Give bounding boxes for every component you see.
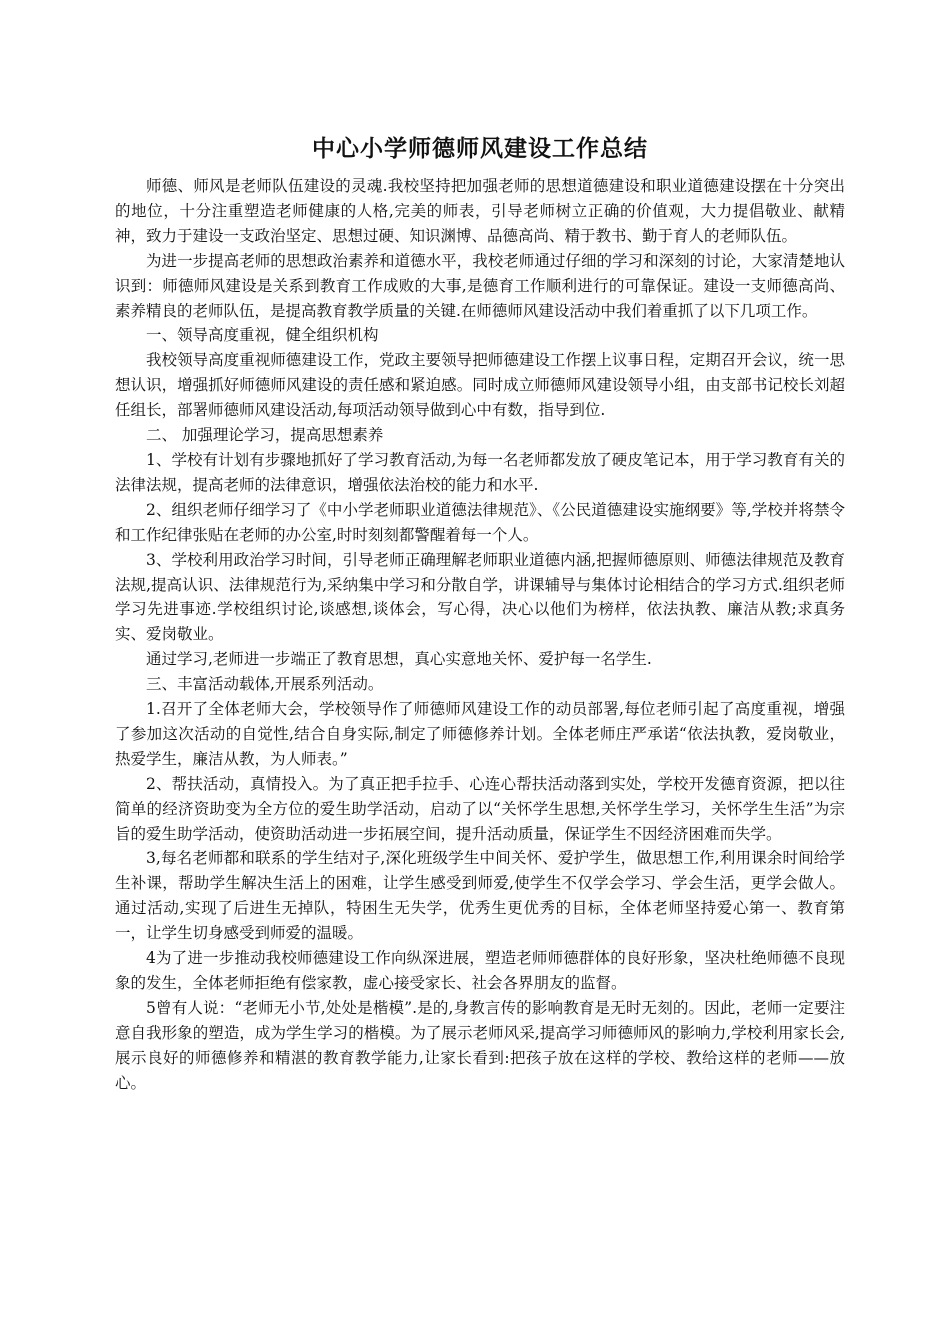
- section-heading-3: 三、丰富活动载体,开展系列活动。: [146, 675, 384, 694]
- section-heading-1: 一、领导高度重视，健全组织机构: [146, 326, 379, 345]
- paragraph-activity-3: 3,每名老师都和联系的学生结对子,深化班级学生中间关怀、爱护学生，做思想工作,利用课余时间给学生补课，帮助学生解决生活上的困难，让学生感受到师爱,使学生不仅学会学习、学会生活，更学会做人。通过活动,实现了后进生无掉队，特困生无失学，优秀生更优秀的目标，全体老师坚持爱心第一、教育第一，让学生切身感受到师爱的温暖。: [115, 849, 845, 943]
- paragraph-study-3: 3、学校利用政治学习时间，引导老师正确理解老师职业道德内涵,把握师德原则、师德法律规范及教育法规,提高认识、法律规范行为,采纳集中学习和分散自学，讲课辅导与集体讨论相结合的学习方式.组织老师学习先进事迹.学校组织讨论,谈感想,谈体会，写心得，决心以他们为榜样，依法执教、廉洁从教;求真务实、爱岗敬业。: [115, 550, 845, 644]
- paragraph-study-1: 1、学校有计划有步骤地抓好了学习教育活动,为每一名老师都发放了硬皮笔记本，用于学习教育有关的法律法规，提高老师的法律意识，增强依法治校的能力和水平.: [115, 450, 845, 494]
- paragraph-activity-2: 2、帮扶活动，真情投入。为了真正把手拉手、心连心帮扶活动落到实处，学校开发德育资源，把以往简单的经济资助变为全方位的爱生助学活动，启动了以“关怀学生思想,关怀学生学习，关怀学生生活”为宗旨的爱生助学活动，使资助活动进一步拓展空间，提升活动质量，保证学生不因经济困难而失学。: [115, 774, 845, 843]
- paragraph-activity-5: 5曾有人说：“老师无小节,处处是楷模”.是的,身教言传的影响教育是无时无刻的。因此，老师一定要注意自我形象的塑造，成为学生学习的楷模。为了展示老师风采,提高学习师德师风的影响力,学校利用家长会,展示良好的师德修养和精湛的教育教学能力,让家长看到:把孩子放在这样的学校、教给这样的老师——放心。: [115, 998, 845, 1092]
- section-heading-2: 二、 加强理论学习，提高思想素养: [146, 426, 384, 445]
- paragraph-study-2: 2、组织老师仔细学习了《中小学老师职业道德法律规范》、《公民道德建设实施纲要》等,学校并将禁令和工作纪律张贴在老师的办公室,时时刻刻都警醒着每一个人。: [115, 500, 845, 544]
- paragraph-activity-4: 4为了进一步推动我校师德建设工作向纵深进展，塑造老师师德群体的良好形象，坚决杜绝师德不良现象的发生，全体老师拒绝有偿家教，虚心接受家长、社会各界朋友的监督。: [115, 949, 845, 992]
- document-title: 中心小学师德师风建设工作总结: [312, 136, 648, 162]
- paragraph-leadership: 我校领导高度重视师德建设工作，党政主要领导把师德建设工作摆上议事日程，定期召开会议，统一思想认识，增强抓好师德师风建设的责任感和紧迫感。同时成立师德师风建设领导小组，由支部书记校长刘超任组长，部署师德师风建设活动,每项活动领导做到心中有数，指导到位.: [115, 351, 845, 420]
- paragraph-intro: 师德、师风是老师队伍建设的灵魂.我校坚持把加强老师的思想道德建设和职业道德建设摆在十分突出的地位，十分注重塑造老师健康的人格,完美的师表，引导老师树立正确的价值观，大力提倡敬业、献精神，致力于建设一支政治坚定、思想过硬、知识渊博、品德高尚、精于教书、勤于育人的老师队伍。: [115, 177, 845, 245]
- document-page: [115, 128, 845, 1096]
- paragraph-study-result: 通过学习,老师进一步端正了教育思想，真心实意地关怀、爱护每一名学生.: [146, 650, 652, 669]
- paragraph-activity-1: 1.召开了全体老师大会，学校领导作了师德师风建设工作的动员部署,每位老师引起了高度重视，增强了参加这次活动的自觉性,结合自身实际,制定了师德修养计划。全体老师庄严承诺“依法执教，爱岗敬业，热爱学生，廉洁从教，为人师表。”: [115, 700, 845, 768]
- paragraph-purpose: 为进一步提高老师的思想政治素养和道德水平，我校老师通过仔细的学习和深刻的讨论，大家清楚地认识到：师德师风建设是关系到教育工作成败的大事,是德育工作顺利进行的可靠保证。建设一支师德高尚、素养精良的老师队伍，是提高教育教学质量的关键.在师德师风建设活动中我们着重抓了以下几项工作。: [115, 251, 845, 320]
